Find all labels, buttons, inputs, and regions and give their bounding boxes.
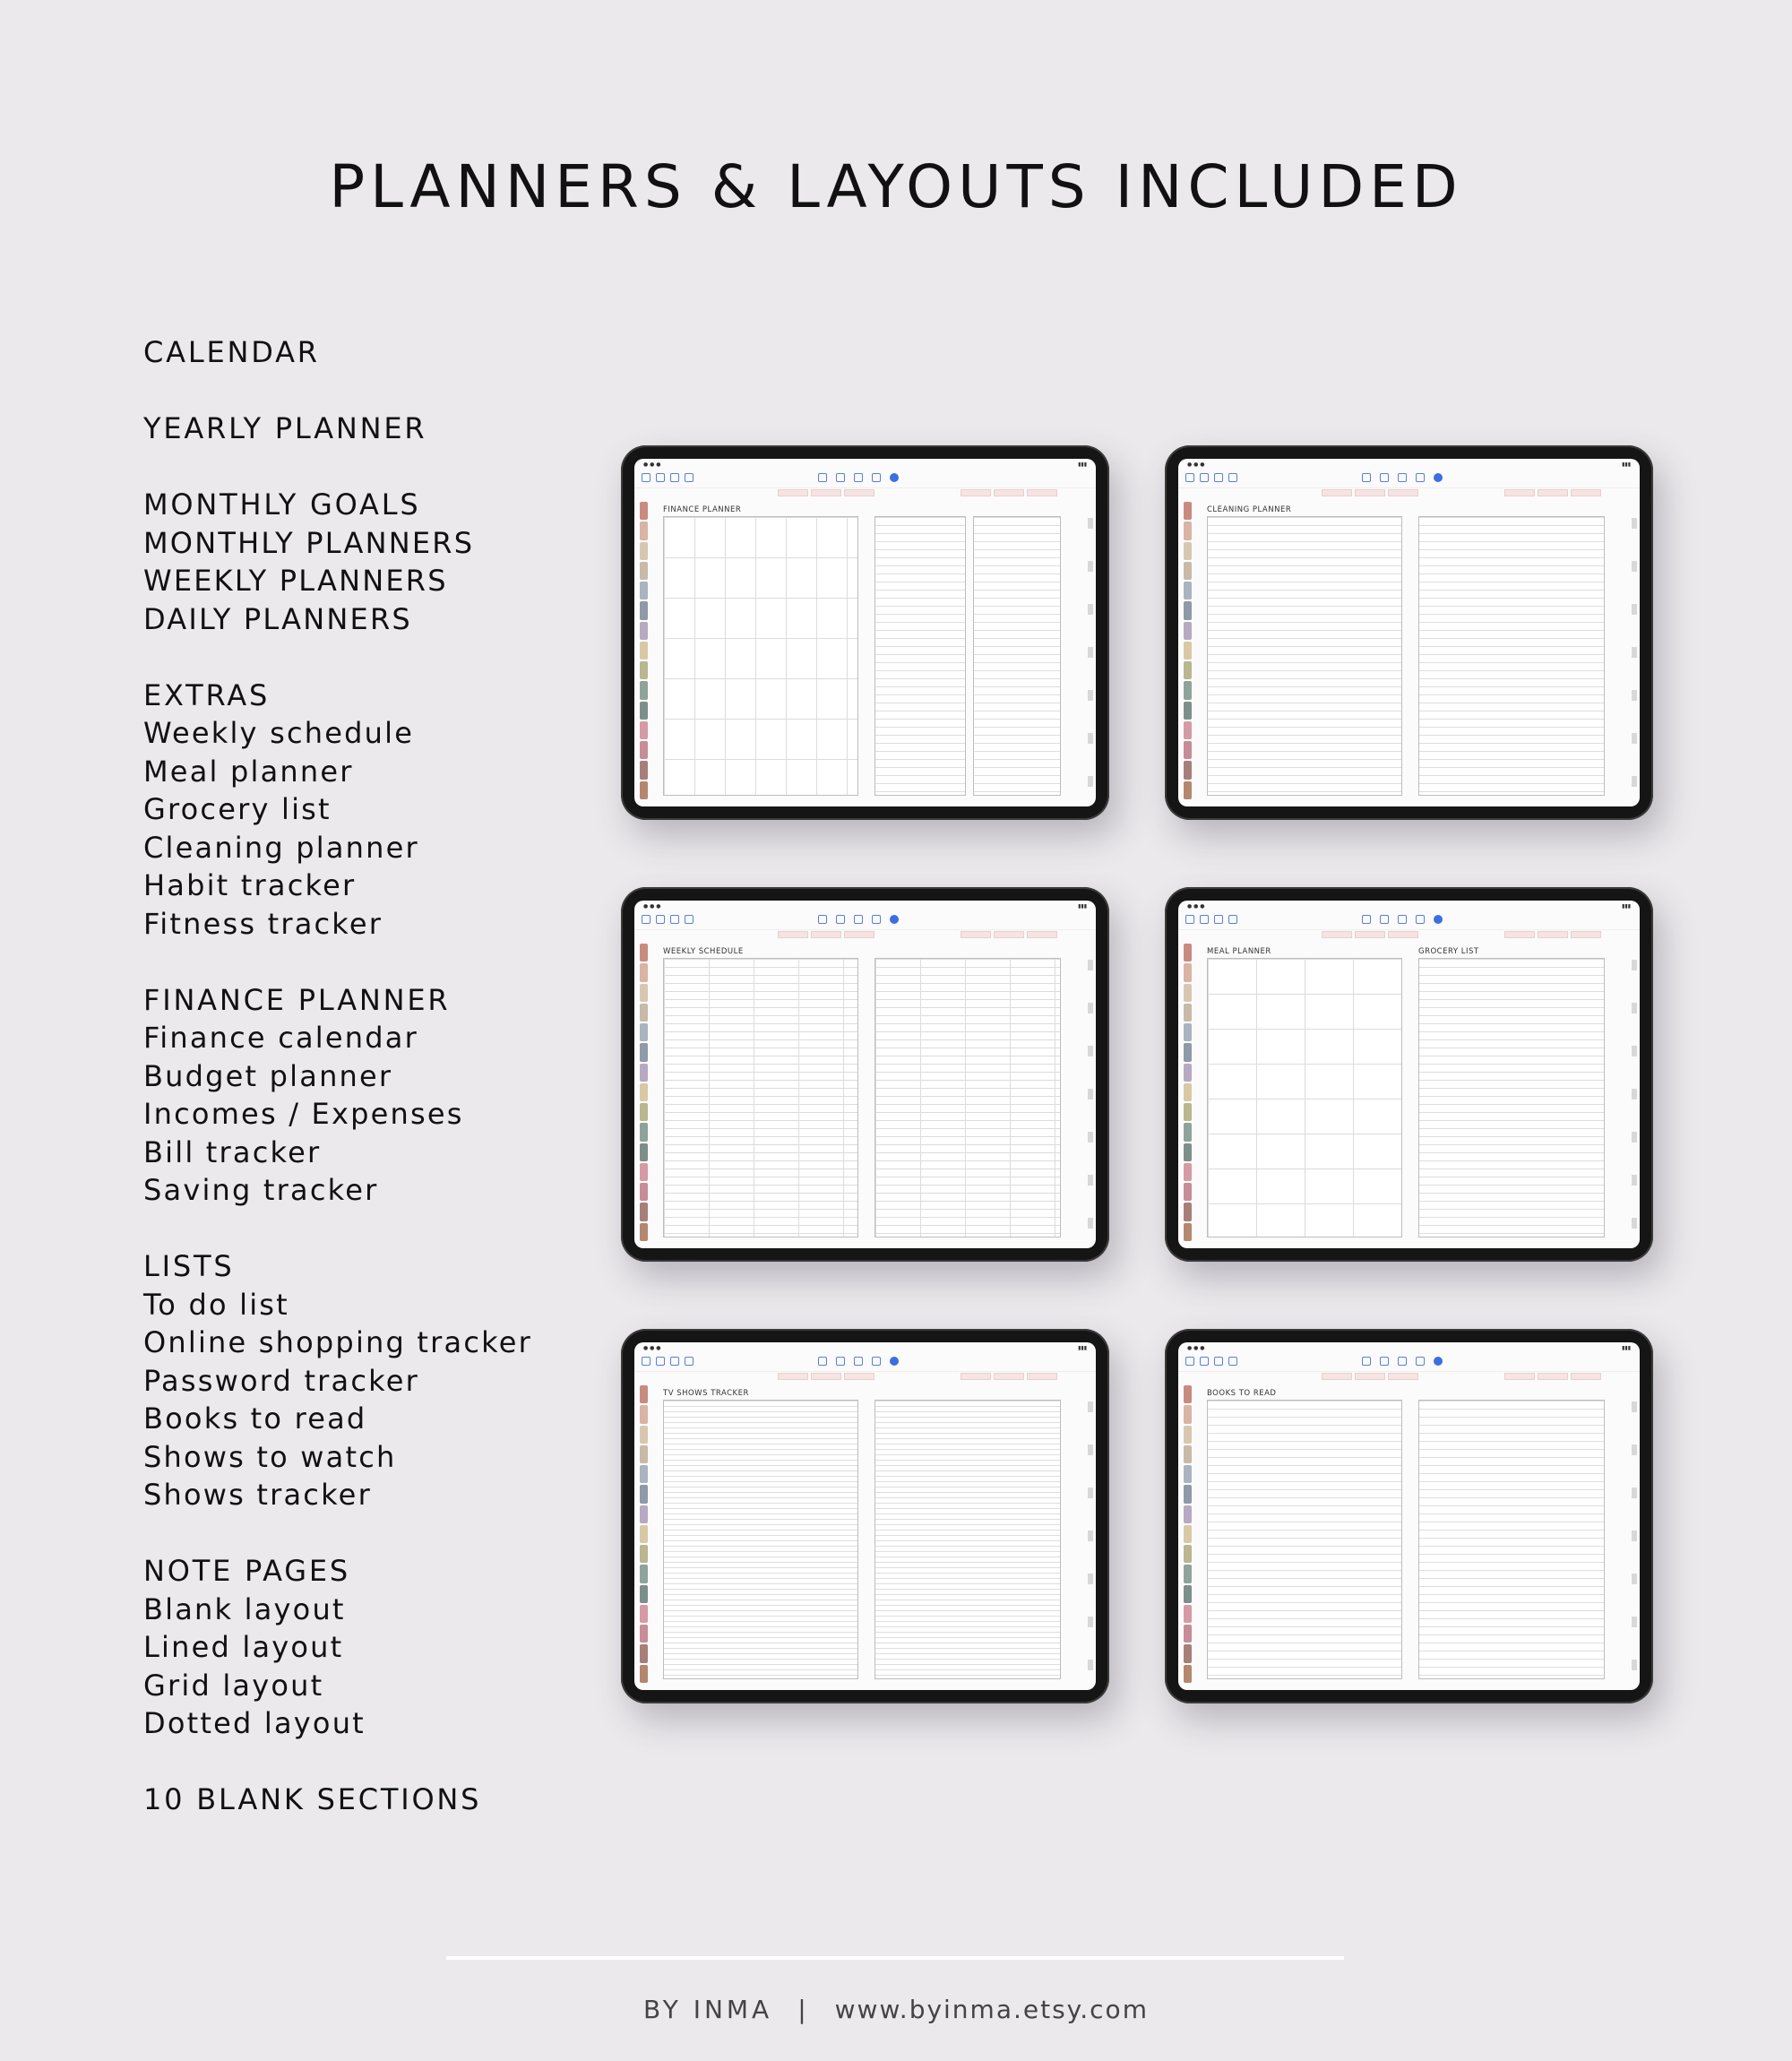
meal-grid	[1207, 958, 1402, 1237]
status-bar	[1178, 1342, 1640, 1353]
section-tab	[640, 1665, 648, 1683]
section-tab	[640, 1525, 648, 1543]
page-title: PLANNERS & LAYOUTS INCLUDED	[329, 152, 1463, 221]
calendar-grid	[663, 516, 858, 796]
right-tabs	[1632, 1385, 1637, 1681]
side-tabs	[640, 944, 648, 1241]
section-tab	[640, 1103, 648, 1121]
status-left: ● ● ●	[1187, 1344, 1205, 1351]
feature-item: Saving tracker	[143, 1173, 379, 1207]
section-tab	[640, 1123, 648, 1141]
back-icon	[1185, 1357, 1194, 1366]
section-tab	[1184, 963, 1192, 981]
section-tab	[1184, 582, 1192, 599]
section-tab	[1184, 1183, 1192, 1201]
toolbar-left	[642, 1357, 694, 1366]
section-tab	[640, 502, 648, 520]
section-tab	[640, 741, 648, 759]
section-tab	[1184, 1163, 1192, 1181]
feature-group	[143, 410, 609, 448]
pen-icon	[818, 1357, 827, 1366]
section-tab	[1184, 1485, 1192, 1503]
share-icon	[685, 473, 694, 482]
section-tab	[640, 781, 648, 799]
toolbar-left	[642, 473, 694, 482]
section-tab	[1184, 761, 1192, 779]
planner-page	[659, 504, 1081, 799]
feature-item: Shows tracker	[143, 1478, 372, 1512]
status-bar	[634, 901, 1096, 911]
right-tabs	[1632, 502, 1637, 798]
section-tab	[640, 1426, 648, 1444]
section-tab	[1184, 1644, 1192, 1662]
top-tabs	[1322, 489, 1601, 496]
toolbar-tools	[818, 1357, 899, 1366]
section-tab	[1184, 702, 1192, 720]
schedule-grid	[874, 958, 1061, 1237]
budget-table	[973, 516, 1061, 796]
tablet-screen	[1178, 901, 1640, 1248]
lasso-icon	[1416, 473, 1425, 482]
section-tab	[1184, 1505, 1192, 1523]
top-tabs	[1322, 931, 1601, 938]
side-tabs	[1184, 1385, 1192, 1683]
section-tab	[1184, 502, 1192, 520]
grid-icon	[1200, 915, 1209, 924]
grid-icon	[656, 915, 665, 924]
feature-group	[143, 333, 609, 372]
side-tabs	[640, 1385, 648, 1683]
section-tab	[640, 582, 648, 599]
feature-heading: EXTRAS	[143, 677, 271, 712]
feature-heading: YEARLY PLANNER	[143, 411, 427, 445]
section-tab	[640, 601, 648, 619]
right-tabs	[1088, 1385, 1093, 1681]
tablet-screen	[1178, 1342, 1640, 1690]
tablet-screen	[634, 1342, 1096, 1690]
share-icon	[1228, 915, 1237, 924]
feature-item: Grocery list	[143, 792, 332, 826]
tablet-mockup	[1165, 445, 1653, 820]
battery-icon: ▮▮▮	[1078, 461, 1087, 468]
eraser-icon	[1398, 915, 1407, 924]
section-tab	[640, 1585, 648, 1603]
section-tab	[1184, 984, 1192, 1002]
section-tab	[1184, 1565, 1192, 1582]
status-left: ● ● ●	[643, 1344, 661, 1351]
shows-table	[663, 1400, 858, 1679]
feature-item: Grid layout	[143, 1668, 324, 1703]
feature-item: MONTHLY PLANNERS	[143, 525, 475, 560]
close-icon	[890, 1357, 899, 1366]
close-icon	[1434, 1357, 1443, 1366]
top-tabs	[778, 1373, 1057, 1380]
feature-item: Online shopping tracker	[143, 1325, 532, 1359]
section-tab	[640, 1143, 648, 1161]
back-icon	[642, 473, 650, 482]
side-tabs	[640, 502, 648, 799]
planner-title: TV SHOWS TRACKER	[663, 1389, 749, 1398]
right-tabs	[1632, 944, 1637, 1239]
feature-heading: LISTS	[143, 1249, 235, 1283]
side-tabs	[1184, 944, 1192, 1241]
top-tabs	[778, 489, 1057, 496]
tablet-screen	[634, 901, 1096, 1248]
section-tab	[1184, 1525, 1192, 1543]
feature-group	[143, 677, 609, 944]
feature-item: Incomes / Expenses	[143, 1097, 464, 1131]
section-tab	[1184, 681, 1192, 699]
add-icon	[1214, 473, 1223, 482]
status-bar	[634, 459, 1096, 470]
battery-icon: ▮▮▮	[1078, 902, 1087, 910]
feature-item: Lined layout	[143, 1630, 344, 1664]
section-tab	[640, 1203, 648, 1220]
section-tab	[640, 1485, 648, 1503]
section-tab	[1184, 1064, 1192, 1082]
eraser-icon	[1398, 1357, 1407, 1366]
section-tab	[1184, 741, 1192, 759]
section-tab	[1184, 1043, 1192, 1061]
footer-divider	[446, 1956, 1344, 1960]
section-tab	[1184, 601, 1192, 619]
status-bar	[1178, 459, 1640, 470]
tasks-table	[1207, 516, 1402, 796]
section-tab	[640, 1223, 648, 1241]
section-tab	[1184, 721, 1192, 739]
section-tab	[1184, 1605, 1192, 1623]
section-tab	[640, 1465, 648, 1483]
shop-url[interactable]: www.byinma.etsy.com	[834, 1995, 1149, 2024]
feature-item: Habit tracker	[143, 868, 357, 902]
close-icon	[890, 473, 899, 482]
share-icon	[685, 915, 694, 924]
section-tab	[1184, 1023, 1192, 1041]
pen-icon	[818, 473, 827, 482]
status-bar	[1178, 901, 1640, 911]
planner-title: WEEKLY SCHEDULE	[663, 947, 744, 956]
schedule-table	[1418, 516, 1605, 796]
share-icon	[1228, 1357, 1237, 1366]
feature-group	[143, 981, 609, 1210]
feature-heading: MONTHLY GOALS	[143, 487, 421, 522]
planner-page	[1203, 945, 1625, 1241]
section-tab	[1184, 1405, 1192, 1423]
pen-icon	[1362, 1357, 1371, 1366]
share-icon	[685, 1357, 694, 1366]
section-tab	[640, 1545, 648, 1563]
feature-group	[143, 1781, 609, 1819]
section-tab	[640, 1023, 648, 1041]
add-icon	[670, 473, 679, 482]
feature-heading: CALENDAR	[143, 335, 320, 369]
section-tab	[640, 1565, 648, 1582]
planner-title: BOOKS TO READ	[1207, 1389, 1277, 1398]
section-tab	[1184, 1123, 1192, 1141]
back-icon	[642, 1357, 650, 1366]
section-tab	[1184, 1625, 1192, 1643]
back-icon	[1185, 473, 1194, 482]
section-tab	[640, 1064, 648, 1082]
app-toolbar	[634, 911, 1096, 930]
app-toolbar	[1178, 1353, 1640, 1372]
top-tabs	[1322, 1373, 1601, 1380]
app-toolbar	[1178, 911, 1640, 930]
add-icon	[670, 915, 679, 924]
feature-item: DAILY PLANNERS	[143, 601, 412, 636]
battery-icon: ▮▮▮	[1078, 1344, 1087, 1351]
section-tab	[640, 1445, 648, 1463]
footer-separator: |	[797, 1995, 810, 2024]
toolbar-left	[642, 915, 694, 924]
highlighter-icon	[836, 473, 845, 482]
books-table	[1207, 1400, 1402, 1679]
section-tab	[1184, 661, 1192, 679]
section-tab	[640, 622, 648, 640]
feature-list	[143, 333, 609, 1819]
feature-item: Bill tracker	[143, 1134, 322, 1169]
back-icon	[1185, 915, 1194, 924]
lasso-icon	[1416, 915, 1425, 924]
section-tab	[640, 1505, 648, 1523]
add-icon	[670, 1357, 679, 1366]
close-icon	[1434, 473, 1443, 482]
tablet-mockup	[621, 887, 1109, 1262]
lasso-icon	[872, 473, 881, 482]
schedule-grid	[663, 958, 858, 1237]
toolbar-tools	[1362, 915, 1443, 924]
section-tab	[640, 721, 648, 739]
status-left: ● ● ●	[1187, 902, 1205, 910]
grocery-list	[1418, 958, 1605, 1237]
status-left: ● ● ●	[643, 902, 661, 910]
section-tab	[1184, 562, 1192, 580]
feature-group	[143, 1552, 609, 1743]
section-tab	[640, 1644, 648, 1662]
add-icon	[1214, 915, 1223, 924]
toolbar-tools	[1362, 1357, 1443, 1366]
feature-item: Dotted layout	[143, 1706, 366, 1740]
close-icon	[1434, 915, 1443, 924]
eraser-icon	[854, 915, 863, 924]
highlighter-icon	[836, 915, 845, 924]
share-icon	[1228, 473, 1237, 482]
section-tab	[1184, 1203, 1192, 1220]
section-tab	[640, 984, 648, 1002]
tablet-mockup	[621, 445, 1109, 820]
footer	[0, 1995, 1792, 2024]
planner-page	[1203, 504, 1625, 799]
right-tabs	[1088, 944, 1093, 1239]
feature-heading: 10 BLANK SECTIONS	[143, 1782, 482, 1816]
toolbar-left	[1185, 915, 1237, 924]
grid-icon	[1200, 473, 1209, 482]
section-tab	[640, 542, 648, 560]
back-icon	[642, 915, 650, 924]
section-tab	[640, 1625, 648, 1643]
section-tab	[640, 562, 648, 580]
section-tab	[1184, 1426, 1192, 1444]
grid-icon	[656, 473, 665, 482]
lasso-icon	[1416, 1357, 1425, 1366]
section-tab	[1184, 944, 1192, 962]
section-tab	[1184, 542, 1192, 560]
eraser-icon	[854, 473, 863, 482]
feature-item: Budget planner	[143, 1058, 393, 1093]
highlighter-icon	[1380, 915, 1389, 924]
tablet-mockup	[1165, 887, 1653, 1262]
tablet-mockup	[1165, 1329, 1653, 1703]
feature-item: Fitness tracker	[143, 906, 383, 941]
feature-item: WEEKLY PLANNERS	[143, 564, 448, 598]
close-icon	[890, 915, 899, 924]
app-toolbar	[634, 470, 1096, 488]
section-tab	[1184, 522, 1192, 539]
brand-name: BY INMA	[643, 1995, 773, 2024]
toolbar-left	[1185, 1357, 1237, 1366]
section-tab	[640, 1163, 648, 1181]
pen-icon	[1362, 915, 1371, 924]
planner-page	[659, 945, 1081, 1241]
eraser-icon	[854, 1357, 863, 1366]
feature-item: Weekly schedule	[143, 716, 415, 750]
feature-heading: NOTE PAGES	[143, 1554, 350, 1588]
highlighter-icon	[1380, 1357, 1389, 1366]
planner-subtitle: GROCERY LIST	[1418, 947, 1479, 956]
section-tab	[1184, 781, 1192, 799]
books-table	[1418, 1400, 1605, 1679]
status-bar	[634, 1342, 1096, 1353]
lasso-icon	[872, 1357, 881, 1366]
right-tabs	[1088, 502, 1093, 798]
planner-page	[659, 1387, 1081, 1683]
section-tab	[640, 1385, 648, 1403]
section-tab	[640, 1043, 648, 1061]
toolbar-tools	[1362, 473, 1443, 482]
section-tab	[1184, 1385, 1192, 1403]
section-tab	[640, 963, 648, 981]
lasso-icon	[872, 915, 881, 924]
section-tab	[640, 1605, 648, 1623]
section-tab	[1184, 1445, 1192, 1463]
section-tab	[1184, 1465, 1192, 1483]
section-tab	[640, 522, 648, 539]
top-tabs	[778, 931, 1057, 938]
feature-group	[143, 486, 609, 638]
feature-group	[143, 1247, 609, 1514]
planner-title: CLEANING PLANNER	[1207, 505, 1292, 514]
app-toolbar	[634, 1353, 1096, 1372]
status-left: ● ● ●	[1187, 461, 1205, 468]
planner-title: FINANCE PLANNER	[663, 505, 742, 514]
feature-item: Cleaning planner	[143, 830, 419, 865]
status-left: ● ● ●	[643, 461, 661, 468]
grid-icon	[656, 1357, 665, 1366]
section-tab	[1184, 1143, 1192, 1161]
app-toolbar	[1178, 470, 1640, 488]
planner-title: MEAL PLANNER	[1207, 947, 1271, 956]
section-tab	[640, 1183, 648, 1201]
section-tab	[640, 642, 648, 660]
section-tab	[640, 702, 648, 720]
feature-item: To do list	[143, 1287, 289, 1322]
section-tab	[640, 1004, 648, 1022]
feature-heading: FINANCE PLANNER	[143, 982, 451, 1017]
section-tab	[640, 761, 648, 779]
section-tab	[640, 681, 648, 699]
battery-icon: ▮▮▮	[1622, 1344, 1631, 1351]
pen-icon	[1362, 473, 1371, 482]
section-tab	[1184, 622, 1192, 640]
feature-item: Books to read	[143, 1401, 367, 1436]
section-tab	[1184, 1103, 1192, 1121]
tablet-screen	[1178, 459, 1640, 806]
side-tabs	[1184, 502, 1192, 799]
feature-item: Password tracker	[143, 1363, 419, 1398]
highlighter-icon	[1380, 473, 1389, 482]
feature-item: Finance calendar	[143, 1021, 418, 1055]
shows-table	[874, 1400, 1061, 1679]
battery-icon: ▮▮▮	[1622, 902, 1631, 910]
feature-item: Blank layout	[143, 1591, 346, 1626]
highlighter-icon	[836, 1357, 845, 1366]
section-tab	[640, 661, 648, 679]
section-tab	[1184, 1665, 1192, 1683]
battery-icon: ▮▮▮	[1622, 461, 1631, 468]
section-tab	[1184, 1083, 1192, 1101]
grid-icon	[1200, 1357, 1209, 1366]
feature-item: Shows to watch	[143, 1439, 397, 1474]
section-tab	[1184, 642, 1192, 660]
tablet-screen	[634, 459, 1096, 806]
section-tab	[1184, 1585, 1192, 1603]
tablet-mockup	[621, 1329, 1109, 1703]
budget-table	[874, 516, 966, 796]
toolbar-left	[1185, 473, 1237, 482]
section-tab	[1184, 1545, 1192, 1563]
toolbar-tools	[818, 473, 899, 482]
section-tab	[640, 944, 648, 962]
feature-item: Meal planner	[143, 754, 354, 789]
eraser-icon	[1398, 473, 1407, 482]
planner-page	[1203, 1387, 1625, 1683]
section-tab	[640, 1083, 648, 1101]
add-icon	[1214, 1357, 1223, 1366]
section-tab	[1184, 1223, 1192, 1241]
toolbar-tools	[818, 915, 899, 924]
section-tab	[1184, 1004, 1192, 1022]
pen-icon	[818, 915, 827, 924]
section-tab	[640, 1405, 648, 1423]
